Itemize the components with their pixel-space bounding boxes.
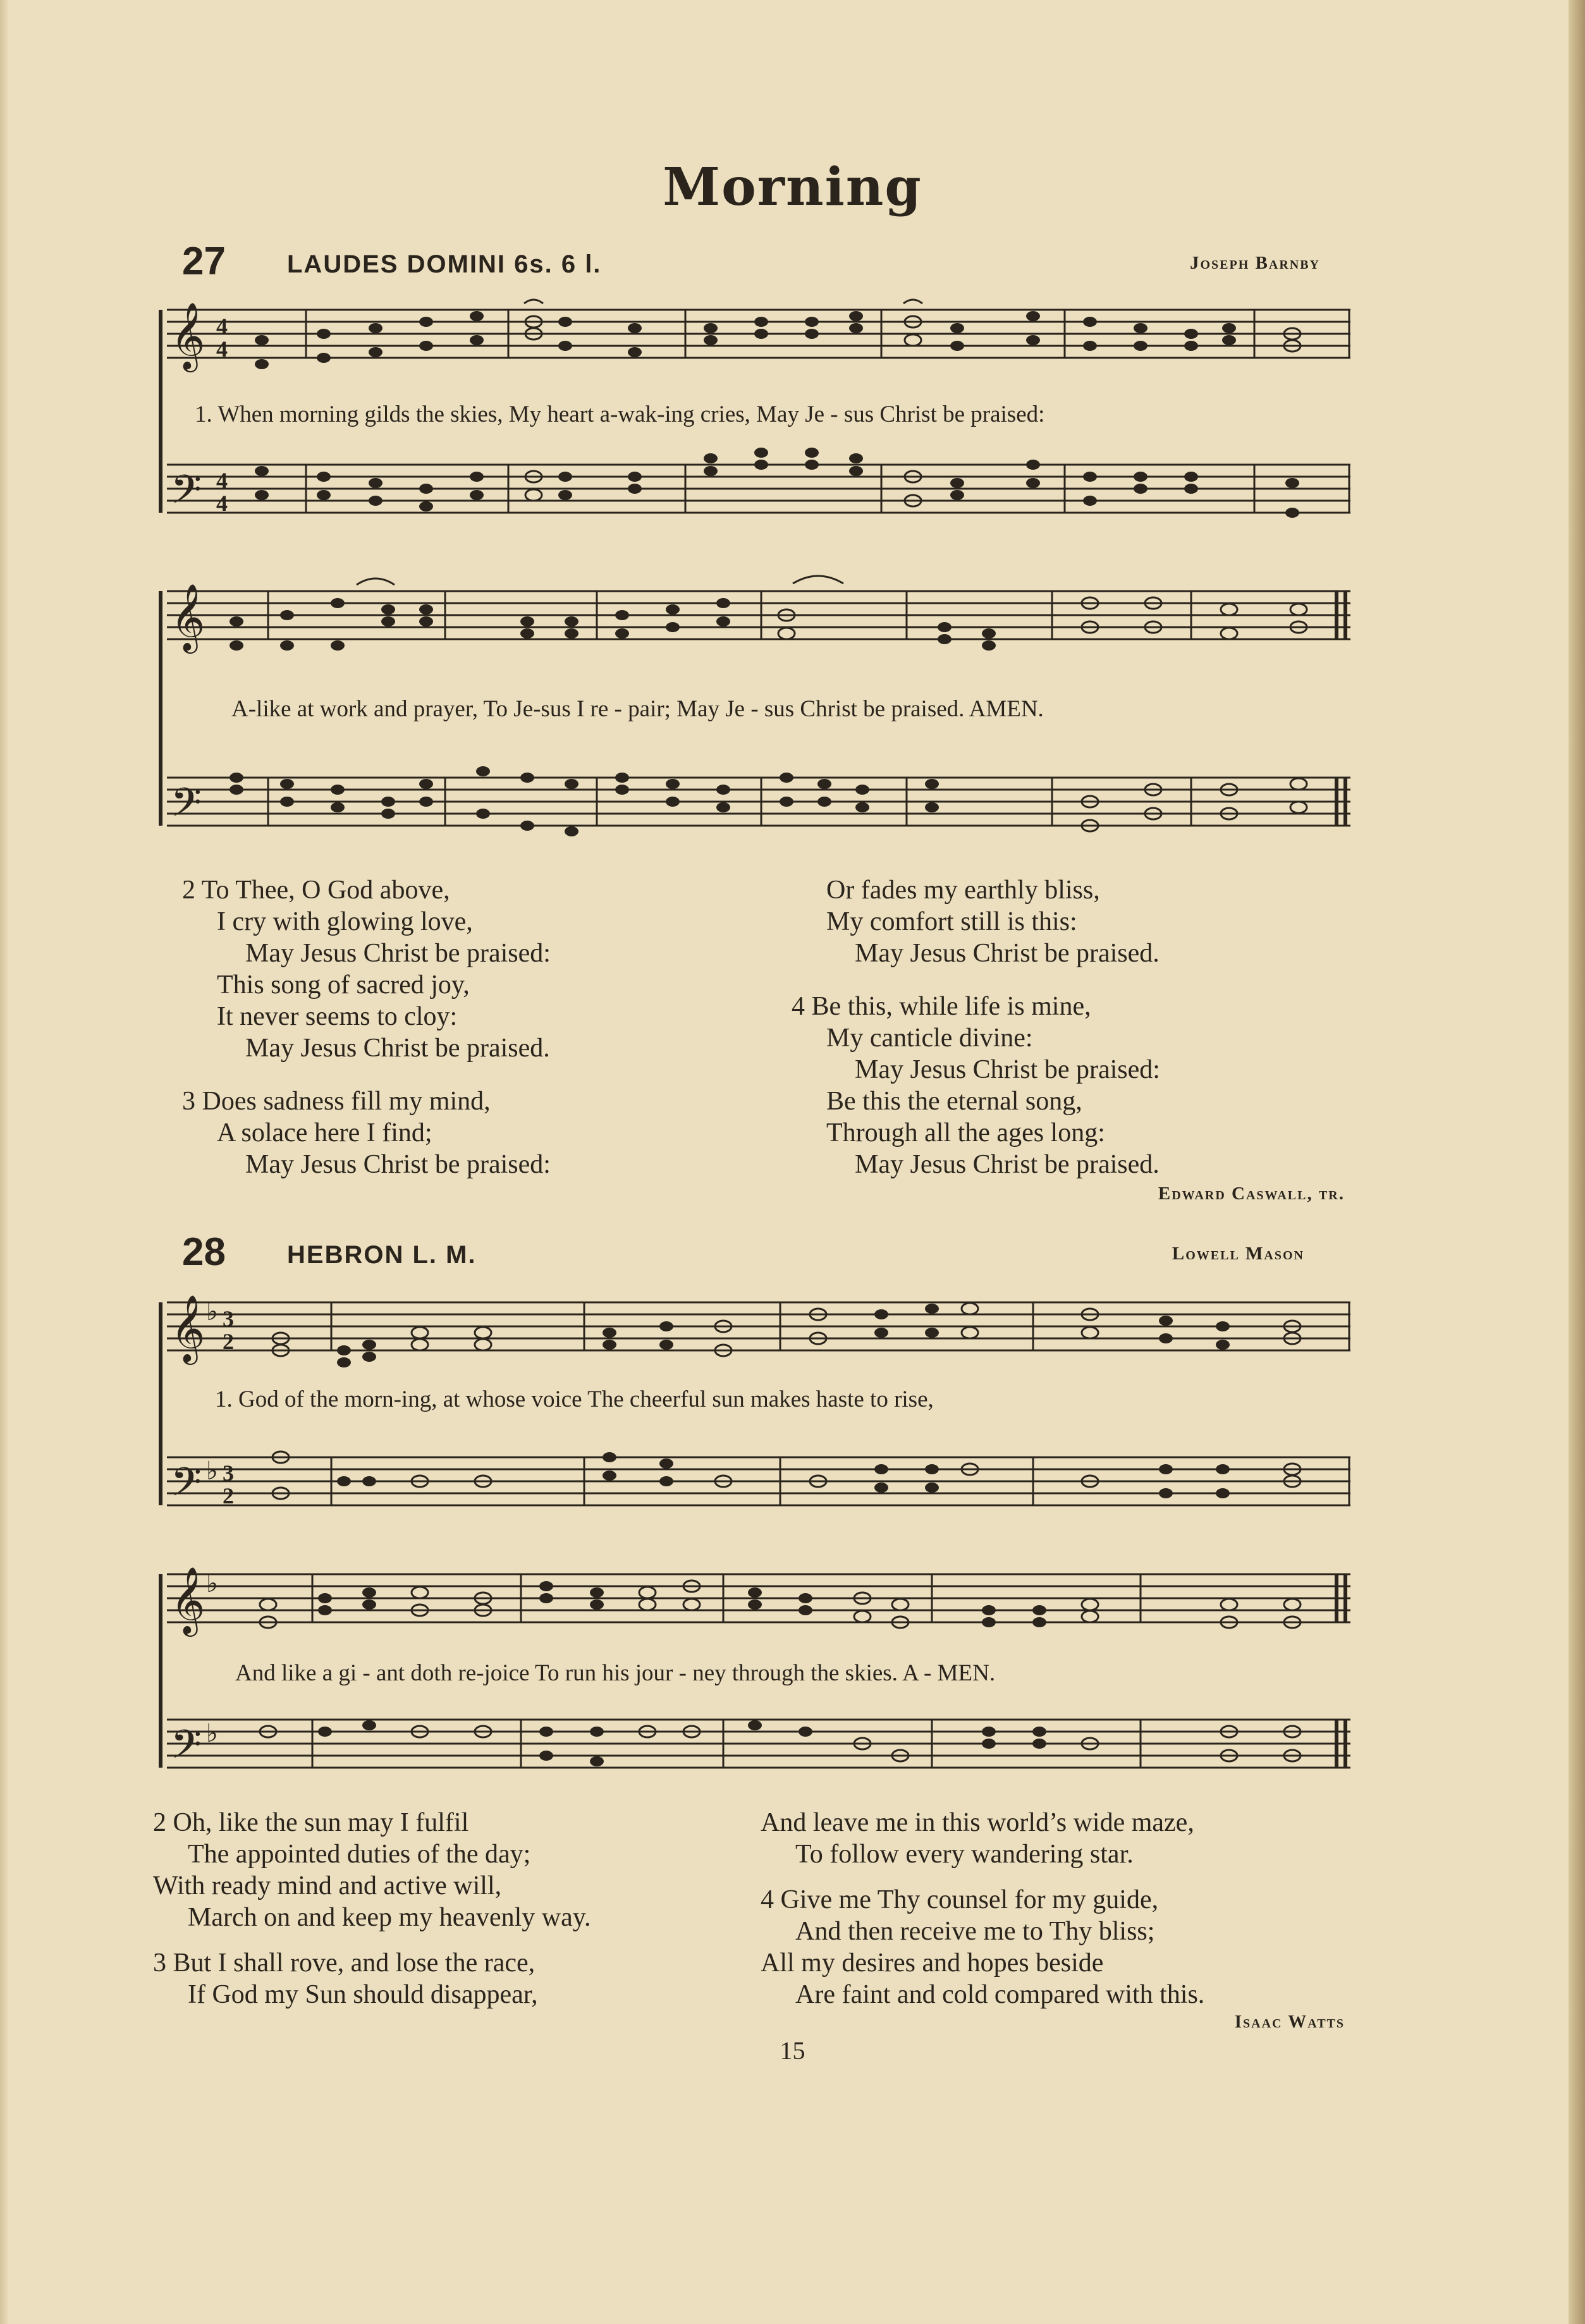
verse-line: 4 Give me Thy counsel for my guide, [761, 1885, 1159, 1914]
hymn-28-system-2 [154, 1555, 1350, 1789]
verse-line: 2 Oh, like the sun may I fulfil [153, 1808, 469, 1837]
tune-name: LAUDES DOMINI 6s. 6 l. [287, 250, 602, 278]
verse-line: 4 Be this, while life is mine, [792, 992, 1091, 1021]
music-staff-graphic [154, 1290, 1350, 1543]
lyric-line: And like a gi - ant doth re-joice To run his jour - ney through the skies. A - MEN. [235, 1660, 996, 1686]
verse-line: It never seems to cloy: [217, 1002, 458, 1031]
verse-line: And then receive me to Thy bliss; [795, 1917, 1155, 1946]
hymn-27-verses-right [792, 874, 1160, 1202]
svg-text:4: 4 [216, 314, 228, 339]
hymn-27-system-1 [154, 297, 1350, 537]
lyric-line: A-like at work and prayer, To Je-sus I re - pair; May Je - sus Christ be praised. AMEN. [231, 696, 1044, 722]
svg-text:𝄞: 𝄞 [171, 302, 205, 369]
verse-line: The appointed duties of the day; [188, 1840, 531, 1869]
verse-line: I cry with glowing love, [217, 907, 473, 936]
hymn-27-verses-left [182, 874, 551, 1202]
hymn-27-header [182, 239, 1320, 290]
page-edge [1569, 0, 1585, 2324]
page-gutter [0, 0, 9, 2324]
verse-line: Be this the eternal song, [826, 1087, 1082, 1116]
verse-4 [761, 1884, 1204, 2010]
svg-text:♭: ♭ [206, 1719, 218, 1748]
composer: Lowell Mason [1172, 1244, 1304, 1264]
svg-text:3: 3 [223, 1460, 234, 1486]
svg-text:𝄞: 𝄞 [171, 1566, 205, 1634]
hymn-number: 28 [182, 1230, 226, 1274]
svg-text:♭: ♭ [206, 1457, 218, 1486]
tune-name: HEBRON L. M. [287, 1241, 477, 1269]
author-credit: Isaac Watts [1234, 2012, 1345, 2032]
svg-text:4: 4 [216, 491, 228, 516]
verse-line: 3 Does sadness fill my mind, [182, 1087, 491, 1116]
hymn-28-verses-right [761, 1807, 1204, 2032]
svg-text:4: 4 [216, 468, 228, 493]
verse-line: May Jesus Christ be praised. [855, 1150, 1160, 1179]
verse-2 [182, 874, 551, 1064]
svg-text:𝄞: 𝄞 [171, 583, 205, 651]
verse-3-cont [761, 1807, 1204, 1870]
verse-line: May Jesus Christ be praised: [245, 939, 551, 968]
verse-line: This song of sacred joy, [217, 970, 470, 1000]
author-credit: Edward Caswall, tr. [1158, 1183, 1345, 1204]
page-number: 15 [780, 2036, 805, 2065]
lyric-line: 1. When morning gilds the skies, My heart a-wak-ing cries, May Je - sus Christ be praised: [195, 401, 1045, 427]
verse-line: And leave me in this world’s wide maze, [761, 1808, 1194, 1837]
verse-line: May Jesus Christ be praised: [855, 1055, 1160, 1084]
verse-line: My comfort still is this: [826, 907, 1077, 936]
verse-line: If God my Sun should disappear, [188, 1980, 538, 2009]
svg-text:𝄢: 𝄢 [171, 466, 202, 522]
svg-text:𝄞: 𝄞 [171, 1294, 205, 1362]
verse-line: Or fades my earthly bliss, [826, 876, 1100, 905]
svg-text:𝄢: 𝄢 [171, 1721, 202, 1777]
svg-text:2: 2 [223, 1483, 234, 1508]
hymn-28-system-1 [154, 1290, 1350, 1543]
verse-line: May Jesus Christ be praised. [245, 1034, 550, 1063]
verse-line: Are faint and cold compared with this. [795, 1980, 1205, 2009]
svg-text:𝄢: 𝄢 [171, 1459, 202, 1515]
verse-line: May Jesus Christ be praised: [245, 1150, 551, 1179]
verse-line: 3 But I shall rove, and lose the race, [153, 1948, 535, 1978]
verse-3 [153, 1947, 591, 2010]
svg-text:4: 4 [216, 336, 228, 362]
verse-line: A solace here I find; [217, 1118, 432, 1147]
svg-text:♭: ♭ [206, 1297, 218, 1326]
verse-line: May Jesus Christ be praised. [855, 939, 1160, 968]
section-title: Morning [663, 157, 922, 217]
verse-4 [792, 991, 1160, 1180]
verse-line: March on and keep my heavenly way. [188, 1903, 591, 1932]
music-staff-graphic [154, 572, 1350, 876]
verse-3-cont [792, 874, 1160, 969]
composer: Joseph Barnby [1190, 253, 1320, 273]
svg-text:♭: ♭ [206, 1569, 218, 1598]
verse-line: 2 To Thee, O God above, [182, 876, 450, 905]
hymn-number: 27 [182, 240, 226, 283]
verse-2 [153, 1807, 591, 1933]
verse-line: With ready mind and active will, [153, 1871, 502, 1900]
hymn-28-header [182, 1230, 1320, 1280]
verse-line: To follow every wandering star. [795, 1840, 1134, 1869]
verse-line: Through all the ages long: [826, 1118, 1105, 1147]
svg-text:𝄢: 𝄢 [171, 779, 202, 835]
verse-line: All my desires and hopes beside [761, 1948, 1104, 1978]
hymn-28-verses-left [153, 1807, 591, 2032]
verse-3 [182, 1086, 551, 1180]
hymn-27-system-2 [154, 572, 1350, 876]
verse-line: My canticle divine: [826, 1024, 1033, 1053]
lyric-line: 1. God of the morn-ing, at whose voice The cheerful sun makes haste to rise, [215, 1386, 934, 1412]
svg-text:2: 2 [223, 1329, 234, 1354]
svg-text:3: 3 [223, 1306, 234, 1331]
